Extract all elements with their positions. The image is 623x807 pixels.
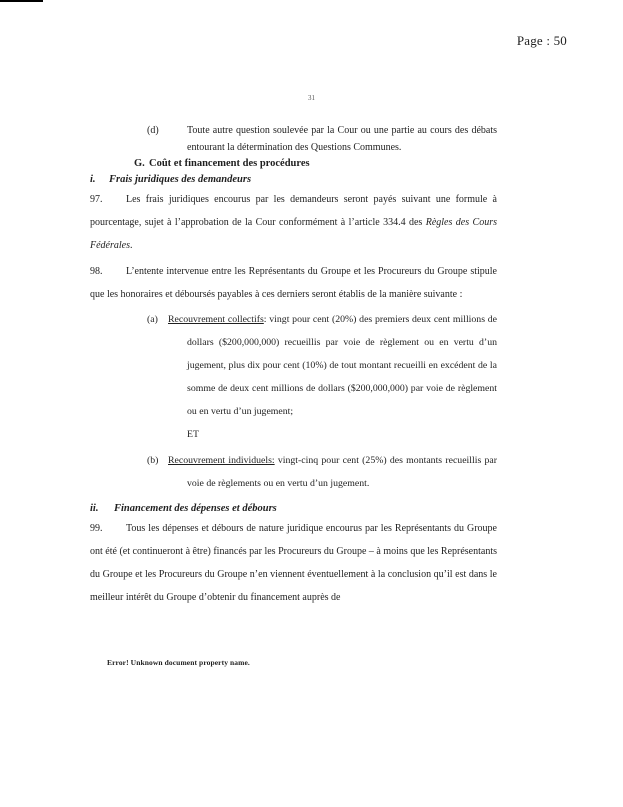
heading-financement-depenses [90,501,497,517]
header-page-number: Page : 50 [516,33,567,48]
heading-frais-juridiques [90,172,497,188]
rules-citation-italic: Règles des Cours Fédérales [90,217,497,251]
folio-number: 31 [308,94,315,102]
paragraph-99 [90,517,497,609]
paragraph-d-text: Toute autre question soulevée par la Cour ou une partie au cours des débats entourant la détermination des Questions Communes. [187,125,497,153]
document-body [90,122,497,609]
error-field-text: Error! Unknown document property name. [107,658,250,667]
list-item-a-label: (a) [147,314,158,325]
heading-cout-et-financement [134,156,497,172]
paragraph-99-text: Tous les dépenses et débours de nature juridique encourus par les Représentants du Groupe ont été (et continueront à être) financés par les Procureurs du Groupe – à moins que les Représentants du Groupe et les Procureurs du Groupe n’en viennent éventuellement à la conclusion qu’il est dans le meilleur intérêt du Groupe d’obtenir du financement auprès de [90,523,497,603]
heading-ii-label: ii. [90,503,99,514]
paragraph-97-number: 97. [90,194,103,205]
paragraph-98 [90,260,497,306]
paragraph-98-text: L’entente intervenue entre les Représentants du Groupe et les Procureurs du Groupe stipule que les honoraires et déboursés payables à ces derniers seront établis de la manière suivante : [90,266,497,300]
list-item-a-et-line: ET [187,429,199,440]
list-item-b-label: (b) [147,455,159,466]
scan-artifact-mark [0,0,43,2]
paragraph-97-text-end: . [130,240,133,251]
list-item-a-underlined-term: Recouvrement collectifs [168,314,264,325]
list-item-b-text: vingt-cinq pour cent (25%) des montants recueillis par voie de règlements ou en vertu d’un jugement. [187,455,498,489]
heading-g-text: Coût et financement des procédures [149,158,310,169]
paragraph-d [147,122,497,156]
paragraph-97-text: Les frais juridiques encourus par les demandeurs seront payés suivant une formule à pourcentage, sujet à l’approbation de la Cour conformément à l’article 334.4 des [90,194,497,228]
paragraph-99-number: 99. [90,523,103,534]
heading-ii-text: Financement des dépenses et débours [114,503,277,514]
list-item-a-text: : vingt pour cent (20%) des premiers deux cent millions de dollars ($200,000,000) recueillis par voie de règlement ou en vertu d’un jugement, plus dix pour cent (10%) de tout montant recueilli en excédent de la somme de deux cent millions de dollars ($200,000,000) par voie de règlement ou en vertu d’un jugement; [187,314,498,417]
list-item-a [147,308,498,446]
paragraph-97 [90,188,497,257]
heading-g-label: G. [134,158,145,169]
paragraph-d-label: (d) [147,125,159,136]
list-item-b-underlined-term: Recouvrement individuels: [168,455,275,466]
list-item-b [147,449,498,495]
paragraph-98-number: 98. [90,266,103,277]
heading-i-label: i. [90,174,96,185]
heading-i-text: Frais juridiques des demandeurs [109,174,252,185]
